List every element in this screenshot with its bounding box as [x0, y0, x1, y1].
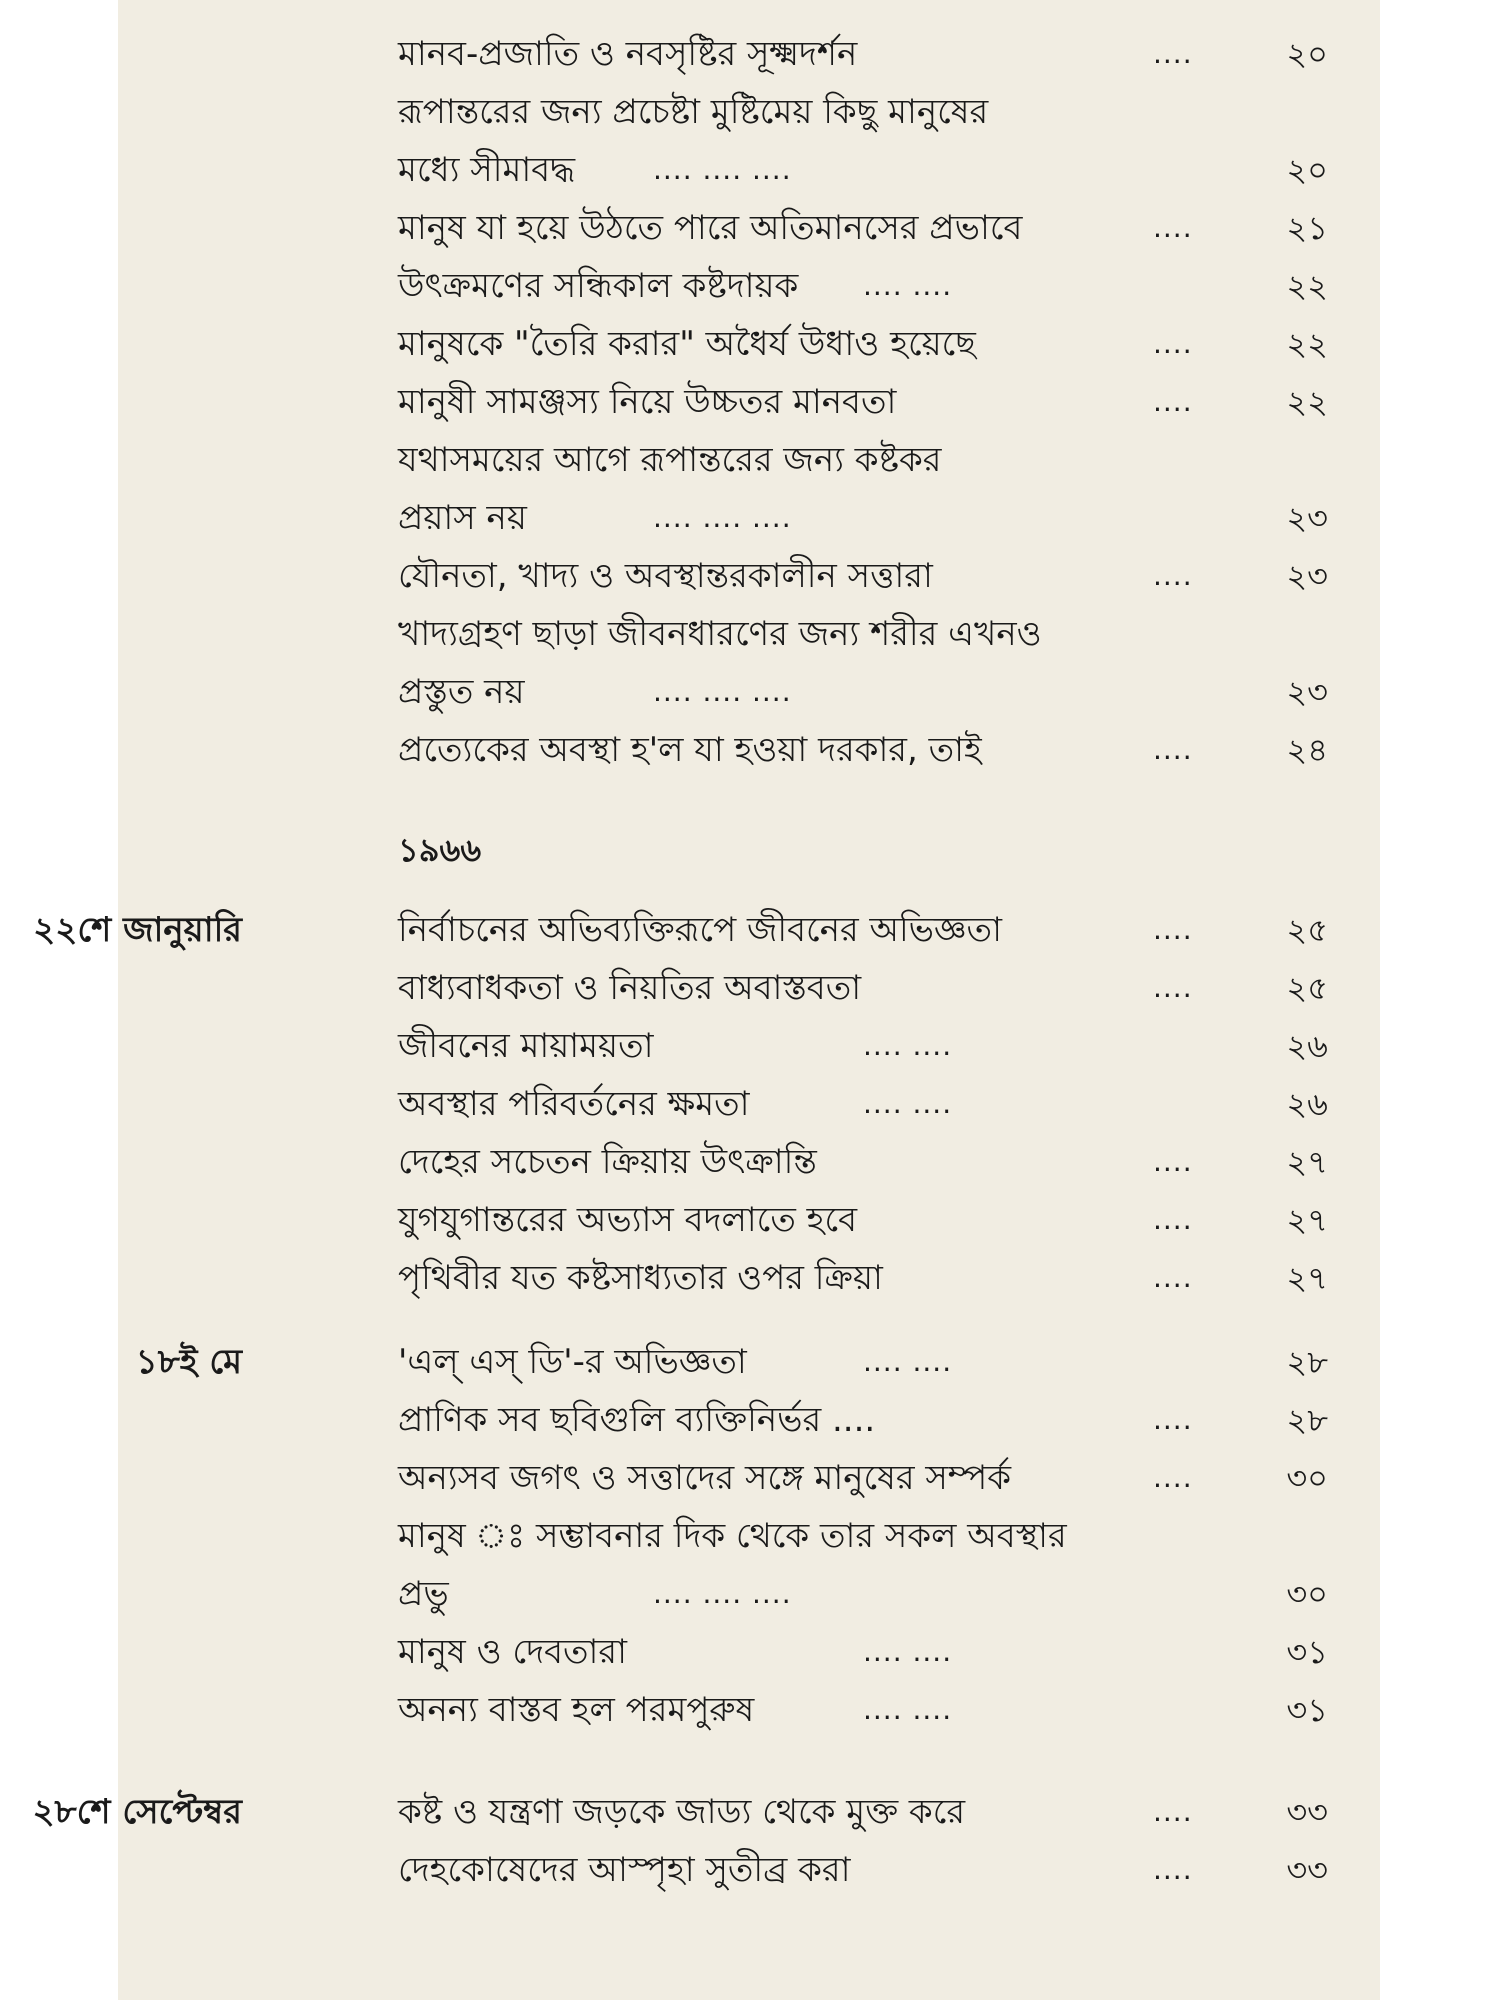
entry-page-number: ৩০: [1286, 1459, 1328, 1497]
toc-entry: [118, 550, 1380, 602]
dot-leader: ....: [1153, 211, 1193, 244]
toc-entry: [118, 1394, 1380, 1446]
entry-title: অনন্য বাস্তব হল পরমপুরুষ: [398, 1690, 755, 1730]
toc-entry: [118, 492, 1380, 544]
dot-leader: .... ....: [863, 1345, 953, 1378]
entry-title: মানব-প্রজাতি ও নবসৃষ্টির সূক্ষ্মদর্শন: [398, 34, 858, 74]
entry-title: দেহকোষেদের আস্পৃহা সুতীব্র করা: [398, 1850, 851, 1890]
dot-leader: ....: [1153, 559, 1193, 592]
entry-page-number: ৩০: [1286, 1575, 1328, 1613]
dot-leader: .... .... ....: [653, 501, 792, 534]
entry-title: বাধ্যবাধকতা ও নিয়তির অবাস্তবতা: [398, 968, 862, 1008]
dot-leader: ....: [1153, 1853, 1193, 1886]
year-heading: ১৯৬৬: [398, 831, 482, 869]
entry-page-number: ২৭: [1286, 1143, 1328, 1181]
entry-title: উৎক্রমণের সন্ধিকাল কষ্টদায়ক: [398, 266, 799, 306]
toc-entry: [118, 962, 1380, 1014]
entry-page-number: ২৫: [1286, 911, 1328, 949]
toc-entry: [118, 1844, 1380, 1896]
entry-page-number: ৩১: [1286, 1633, 1328, 1671]
dot-leader: .... ....: [863, 1693, 953, 1726]
entry-title: নির্বাচনের অভিব্যক্তিরূপে জীবনের অভিজ্ঞতা: [398, 910, 1002, 950]
toc-entry: [118, 1626, 1380, 1678]
entry-title: অবস্থার পরিবর্তনের ক্ষমতা: [398, 1084, 750, 1124]
entry-title: মানুষ ও দেবতারা: [398, 1632, 627, 1672]
entry-title: প্রাণিক সব ছবিগুলি ব্যক্তিনির্ভর ....: [398, 1400, 876, 1440]
toc-entry: [118, 666, 1380, 718]
entry-page-number: ৩৩: [1286, 1793, 1328, 1831]
entry-title: প্রভু: [398, 1574, 449, 1614]
entry-title: যথাসময়ের আগে রূপান্তরের জন্য কষ্টকর: [398, 440, 942, 480]
toc-entry: [118, 1078, 1380, 1130]
toc-entry: [32, 1786, 1380, 1838]
entry-page-number: ২২: [1286, 325, 1328, 363]
toc-entry: [118, 376, 1380, 428]
entry-page-number: ২৮: [1286, 1343, 1328, 1381]
dot-leader: ....: [1153, 1145, 1193, 1178]
toc-entry: [118, 434, 1380, 486]
entry-title: খাদ্যগ্রহণ ছাড়া জীবনধারণের জন্য শরীর এখনও: [398, 614, 1042, 654]
entry-title: পৃথিবীর যত কষ্টসাধ্যতার ওপর ক্রিয়া: [398, 1258, 883, 1298]
toc-entry: [118, 1452, 1380, 1504]
entry-title: প্রয়াস নয়: [398, 498, 527, 538]
entry-title: মানুষ যা হয়ে উঠতে পারে অতিমানসের প্রভাবে: [398, 208, 1023, 248]
toc-entry: [118, 1684, 1380, 1736]
entry-page-number: ২৮: [1286, 1401, 1328, 1439]
dot-leader: .... ....: [863, 1087, 953, 1120]
entry-page-number: ২৪: [1286, 731, 1328, 769]
dot-leader: .... .... ....: [653, 675, 792, 708]
toc-entry: [118, 1136, 1380, 1188]
entry-page-number: ২১: [1286, 209, 1328, 247]
dot-leader: ....: [1153, 1261, 1193, 1294]
entry-page-number: ২৩: [1286, 673, 1328, 711]
entry-title: মধ্যে সীমাবদ্ধ: [398, 150, 576, 190]
entry-title: দেহের সচেতন ক্রিয়ায় উৎক্রান্তি: [398, 1142, 817, 1182]
entry-page-number: ২২: [1286, 383, 1328, 421]
toc-entry: [118, 1252, 1380, 1304]
toc-entry: [118, 28, 1380, 80]
dot-leader: ....: [1153, 913, 1193, 946]
entry-title: মানুষকে "তৈরি করার" অধৈর্য উধাও হয়েছে: [398, 324, 976, 364]
entry-title: মানুষ ঃ সম্ভাবনার দিক থেকে তার সকল অবস্থার: [398, 1516, 1067, 1556]
entry-page-number: ২০: [1286, 35, 1328, 73]
entry-title: প্রত্যেকের অবস্থা হ'ল যা হওয়া দরকার, তাই: [398, 730, 982, 770]
entry-page-number: ২৩: [1286, 557, 1328, 595]
entry-title: অন্যসব জগৎ ও সত্তাদের সঙ্গে মানুষের সম্পর্ক: [398, 1458, 1012, 1498]
toc-entry: [118, 1568, 1380, 1620]
entry-date: ২৮শে সেপ্টেম্বর: [32, 1792, 242, 1832]
entry-date: ১৮ই মে: [135, 1342, 242, 1382]
dot-leader: ....: [1153, 733, 1193, 766]
dot-leader: .... ....: [863, 1029, 953, 1062]
entry-page-number: ২৬: [1286, 1027, 1328, 1065]
dot-leader: ....: [1153, 327, 1193, 360]
entry-page-number: ২২: [1286, 267, 1328, 305]
entry-title: যৌনতা, খাদ্য ও অবস্থান্তরকালীন সত্তারা: [398, 556, 933, 596]
entry-page-number: ২৭: [1286, 1259, 1328, 1297]
toc-entry: [33, 904, 1380, 956]
dot-leader: ....: [1153, 385, 1193, 418]
toc-entry: [118, 1020, 1380, 1072]
dot-leader: ....: [1153, 1403, 1193, 1436]
entry-page-number: ২৫: [1286, 969, 1328, 1007]
toc-entry: [118, 1510, 1380, 1562]
dot-leader: ....: [1153, 1461, 1193, 1494]
entry-title: মানুষী সামঞ্জস্য নিয়ে উচ্চতর মানবতা: [398, 382, 897, 422]
entry-title: জীবনের মায়াময়তা: [398, 1026, 654, 1066]
dot-leader: ....: [1153, 37, 1193, 70]
toc-entry: [118, 1194, 1380, 1246]
entry-page-number: ২৬: [1286, 1085, 1328, 1123]
entry-page-number: ৩৩: [1286, 1851, 1328, 1889]
entry-page-number: ২৩: [1286, 499, 1328, 537]
toc-entry: [118, 318, 1380, 370]
dot-leader: ....: [1153, 1795, 1193, 1828]
toc-entry: [118, 608, 1380, 660]
entry-page-number: ২৭: [1286, 1201, 1328, 1239]
dot-leader: ....: [1153, 971, 1193, 1004]
toc-entry: [118, 1336, 1380, 1388]
entry-title: রূপান্তরের জন্য প্রচেষ্টা মুষ্টিমেয় কিছু মানুষের: [398, 92, 989, 132]
entry-title: যুগযুগান্তরের অভ্যাস বদলাতে হবে: [398, 1200, 858, 1240]
toc-entry: [118, 202, 1380, 254]
dot-leader: .... .... ....: [653, 1577, 792, 1610]
book-page: [32, 0, 1380, 2000]
entry-date: ২২শে জানুয়ারি: [33, 910, 242, 950]
dot-leader: .... ....: [863, 269, 953, 302]
toc-entry: [118, 144, 1380, 196]
entry-title: 'এল্ এস্ ডি'-র অভিজ্ঞতা: [398, 1342, 747, 1382]
dot-leader: .... .... ....: [653, 153, 792, 186]
toc-entry: [118, 260, 1380, 312]
entry-page-number: ২০: [1286, 151, 1328, 189]
entry-page-number: ৩১: [1286, 1691, 1328, 1729]
dot-leader: .... ....: [863, 1635, 953, 1668]
entry-title: কষ্ট ও যন্ত্রণা জড়কে জাড্য থেকে মুক্ত করে: [398, 1792, 966, 1832]
entry-title: প্রস্তুত নয়: [398, 672, 525, 712]
toc-entry: [118, 86, 1380, 138]
toc-entry: [118, 724, 1380, 776]
dot-leader: ....: [1153, 1203, 1193, 1236]
